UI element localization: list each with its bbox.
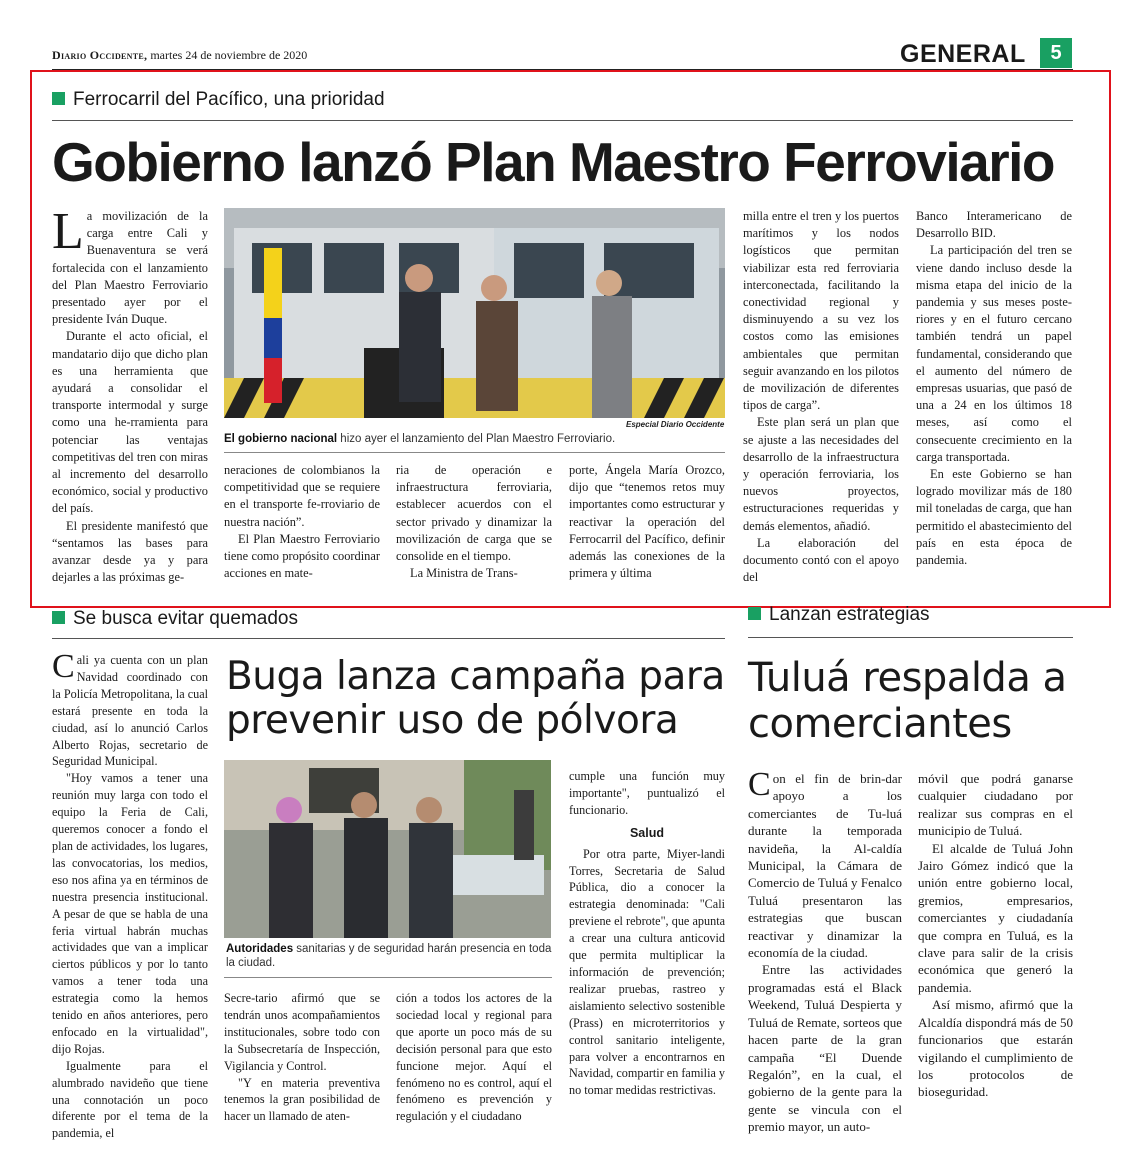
paragraph: "Y en materia preventiva tenemos la gran posibilidad de hacer un llamado de aten- [224, 1075, 380, 1124]
photo-credit: Especial Diario Occidente [626, 420, 725, 429]
main-col-2 [224, 462, 380, 582]
paragraph: ción a todos los actores de la sociedad local y regional para que aporte un poco más de su decisión personal para que esto funcione mejor. Aquí el fenómeno no es control, aquí el fenómeno es prevención y regulación y el ciudadano [396, 991, 552, 1124]
buga-col-4 [569, 768, 725, 1099]
paragraph: El presidente manifestó que “sentamos las bases para avanzar desde ya y para dejarles a las próximas ge- [52, 518, 208, 585]
authorities-image [224, 760, 551, 938]
buga-col-1 [52, 648, 209, 1142]
paragraph: a movilización de la carga entre Cali y Buenaventura se verá fortalecida con el lanzamiento del Plan Maestro Ferroviario presentado ayer por el presidente Iván Duque. [52, 209, 208, 327]
tulua-col-2 [918, 770, 1073, 1101]
main-col-1 [52, 203, 208, 586]
buga-kicker-text: Se busca evitar quemados [73, 608, 298, 629]
issue-date: martes 24 de noviembre de 2020 [147, 48, 308, 62]
buga-headline: Buga lanza campaña para prevenir uso de pólvora [226, 654, 725, 743]
caption-bold: Autoridades [226, 943, 294, 955]
paragraph: Secre-tario afirmó que se tendrán unos acompañamientos institucionales, sobre todo con la Subsecretaría de Inspección, Vigilancia y Control. [224, 991, 380, 1073]
buga-caption-rule [224, 977, 552, 978]
caption-text: hizo ayer el lanzamiento del Plan Maestro Ferroviario. [337, 433, 616, 445]
page-number-badge: 5 [1040, 38, 1072, 68]
paragraph: Este plan será un plan que se ajuste a las necesidades del desarrollo de la infraestructura y operación ferroviaria, los nuevos proyectos, estructuraciones requeridas y demás elementos, añadió. [743, 415, 899, 533]
section-title: GENERAL [900, 40, 1026, 68]
main-col-4 [569, 462, 725, 582]
paragraph: La elaboración del documento contó con el apoyo del [743, 535, 899, 585]
kicker-square-icon [748, 607, 761, 620]
main-col-6 [916, 208, 1072, 569]
main-col-3 [396, 462, 552, 582]
main-col-5 [743, 208, 899, 586]
paragraph: cumple una función muy importante", puntualizó el funcionario. [569, 769, 725, 817]
buga-kicker-rule [52, 638, 725, 639]
paragraph: La participación del tren se viene dando incluso desde la misma etapa del inicio de la pandemia y sus meses poste-riores y en el futuro cercano también tendrá un papel fundamental, considerando que el aumento del número de empresas usuarias, que pasó de una a 24 en los últimos 18 meses, así como el consecuente crecimiento en la carga transportada. [916, 243, 1072, 464]
main-headline: Gobierno lanzó Plan Maestro Ferroviario [52, 131, 1054, 193]
dropcap: L [52, 203, 84, 260]
tulua-headline: Tuluá respalda a comerciantes [748, 655, 1067, 747]
tulua-kicker-rule [748, 637, 1073, 638]
paragraph: En este Gobierno se han logrado movilizar más de 180 mil toneladas de carga, que han permitido el abastecimiento del país en esta época de pandemia. [916, 467, 1072, 568]
paragraph: Entre las actividades programadas está el Black Weekend, Tuluá Despierta y Tuluá de Remate, sorteos que hacen parte de la gran campaña “El Duende Regalón”, en la cual, el gobierno de la gente para la gente se vincula con el premio mayor, un auto- [748, 962, 902, 1135]
buga-kicker [52, 608, 298, 630]
caption-rule [224, 452, 725, 453]
paragraph: La Ministra de Trans- [410, 566, 518, 581]
paragraph: móvil que podrá ganarse cualquier ciudadano por realizar sus compras en el municipio de Tuluá. [918, 771, 1073, 839]
buga-photo-caption [226, 942, 552, 970]
buga-col-2 [224, 990, 380, 1125]
paragraph: milla entre el tren y los puertos marítimos y los nodos logísticos que permitan viabilizar esta red ferroviaria interconectada, facilitando la conectividad regional y disminuyendo a su vez los costos como las emisiones ambientales que permitan seguir avanzando en los pilotos de movilización de diferentes tipos de carga”. [743, 209, 899, 413]
paragraph: Así mismo, afirmó que la Alcaldía dispondrá más de 50 funcionarios que estarán vigilando el cumplimiento de los protocolos de bioseguridad. [918, 997, 1073, 1100]
main-kicker [52, 89, 385, 111]
paragraph: neraciones de colombianos la competitividad que se requiere en el transporte fe-rroviario de nuestra nación”. [224, 463, 380, 529]
paragraph: "Hoy vamos a tener una reunión muy larga con todo el equipo la Feria de Cali, queremos conocer a fondo el plan de actividades, los lugares, las convocatorias, los medios, eso nos afina ya en términos de nuestra presencia institucional. A pesar de que se habla de una feria virtual habrán muchas actividades que van a implicar ciertos públicos y por lo tanto vamos a tener toda una estrategia como la hemos tenido en años anteriores, pero enfocado en la virtualidad", dijo Rojas. [52, 771, 208, 1056]
kicker-square-icon [52, 611, 65, 624]
caption-bold: El gobierno nacional [224, 433, 338, 445]
train-ceremony-image [224, 208, 725, 418]
main-kicker-text: Ferrocarril del Pacífico, una prioridad [73, 89, 385, 110]
tulua-col-1 [748, 766, 902, 1136]
kicker-square-icon [52, 92, 65, 105]
paragraph: ria de operación e infraestructura ferroviaria, establecer acuerdos con el sector privado y dinamizar la movilización de carga que se consolide en el tiempo. [396, 463, 552, 564]
subheading-salud: Salud [629, 825, 665, 840]
paragraph: Por otra parte, Miyer-landi Torres, Secretaria de Salud Pública, dio a conocer la estrategia denominada: "Cali previene el rebrote", que apunta a crear una cultura anticovid que permita multiplicar la información de prevención; realizar pruebas, rastreo y aislamiento selectivo sostenible (Prass) en microterritorios y control sanitario inteligente, para volver a encontrarnos en Navidad, compartir en familia y no tomar medidas restrictivas. [569, 846, 726, 1098]
paragraph: porte, Ángela María Orozco, dijo que “tenemos retos muy importantes como estructurar y reactivar la operación del Ferrocarril del Pacífico, definir además las conexiones de la primera y última [569, 463, 725, 581]
tulua-kicker [748, 604, 930, 626]
paragraph: El alcalde de Tuluá John Jairo Gómez indicó que la unión entre gobierno local, gremios, empresarios, comerciantes y ciudadanía que compra en Tuluá, es la clave para salir de la crisis económica que generó la pandemia. [918, 840, 1073, 995]
dropcap: C [748, 766, 771, 803]
main-photo [224, 208, 725, 418]
paragraph: ali ya cuenta con un plan Navidad coordinado con la Policía Metropolitana, la cual estará presente en toda la ciudad, así lo anunció Carlos Alberto Rojas, secretario de Seguridad Municipal. [52, 653, 209, 769]
paragraph: Banco Interamericano de Desarrollo BID. [916, 209, 1072, 241]
main-photo-caption [224, 432, 724, 446]
paragraph: Igualmente para el alumbrado navideño que tiene una connotación un poco diferente por el tema de la pandemia, el [52, 1058, 208, 1141]
masthead-date-line [52, 48, 307, 63]
caption-text: sanitarias y de seguridad harán presencia en toda la ciudad. [226, 943, 552, 969]
paragraph: Durante el acto oficial, el mandatario dijo que dicho plan es una herramienta que ayudará a consolidar el transporte intermodal y surge como una he-rramienta para potenciar las ventajas competitivas del tren con miras al incremento del desarrollo económico, social y productivo del país. [52, 329, 208, 516]
tulua-kicker-text: Lanzan estrategias [769, 604, 930, 625]
dropcap: C [52, 648, 75, 685]
buga-col-3 [396, 990, 552, 1125]
paragraph: El Plan Maestro Ferroviario tiene como propósito coordinar acciones en mate- [224, 531, 380, 581]
buga-photo [224, 760, 551, 938]
paragraph: on el fin de brin-dar apoyo a los comerciantes de Tu-luá durante la temporada navideña, la Al-caldía Municipal, la Cámara de Comercio de Tuluá y Fenalco Tuluá presentaron las estrategias que buscan reactivar y dinamizar la economía de la ciudad. [748, 771, 902, 961]
newspaper-name: Diario Occidente, [52, 48, 148, 62]
kicker-rule [52, 120, 1073, 121]
